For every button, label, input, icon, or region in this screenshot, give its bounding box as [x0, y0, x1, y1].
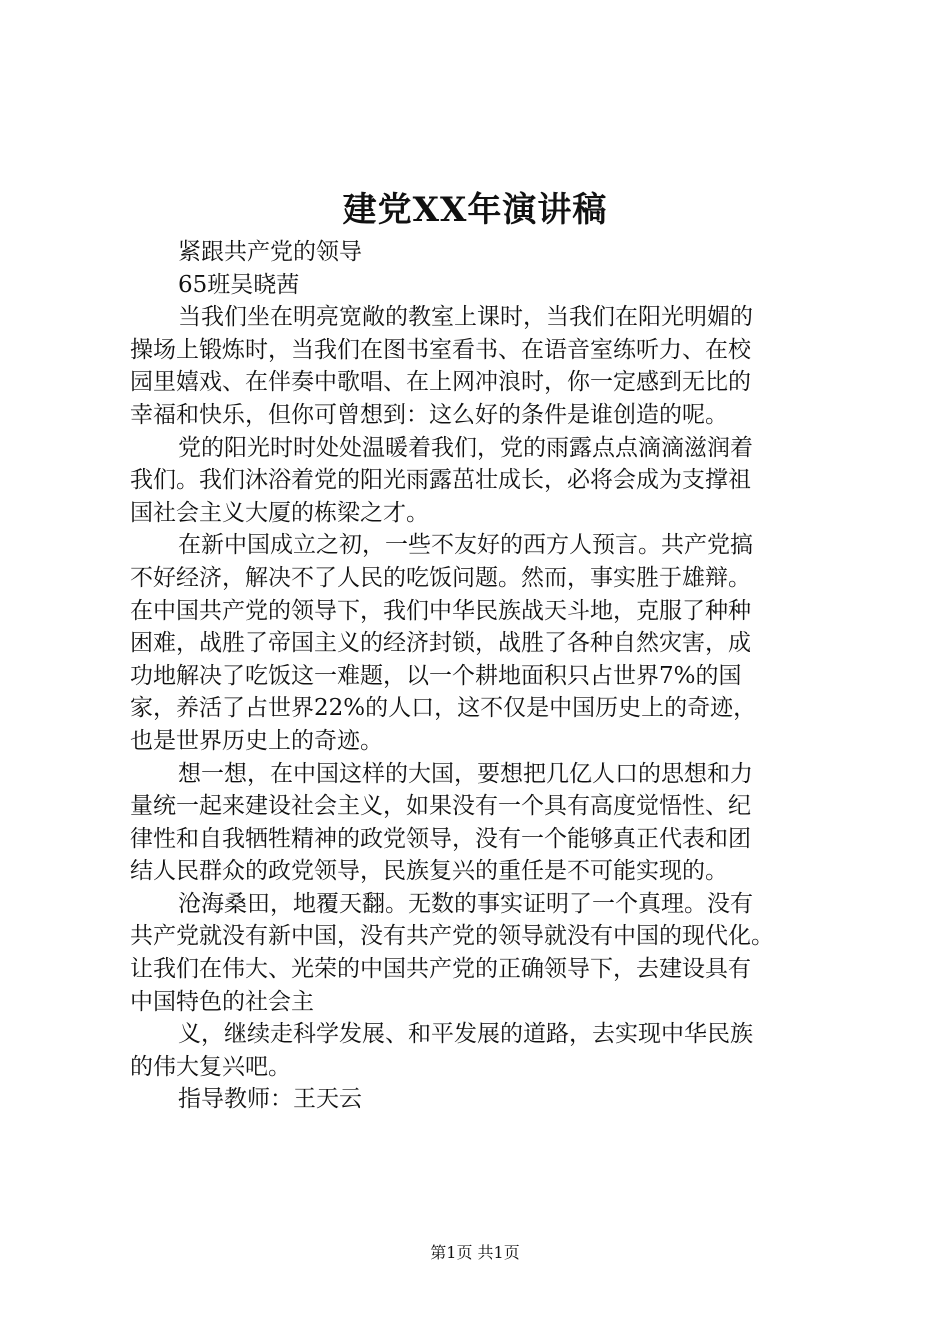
paragraph-6-line-1: 义，继续走科学发展、和平发展的道路，去实现中华民族	[178, 1021, 753, 1048]
paragraph-4-line-4: 结人民群众的政党领导，民族复兴的重任是不可能实现的。	[130, 858, 728, 885]
paragraph-3-line-2: 不好经济，解决不了人民的吃饭问题。然而，事实胜于雄辩。	[130, 564, 751, 591]
paragraph-4-line-3: 律性和自我牺牲精神的政党领导，没有一个能够真正代表和团	[130, 825, 751, 852]
paragraph-3-line-7: 也是世界历史上的奇迹。	[130, 727, 383, 754]
paragraph-6-line-2: 的伟大复兴吧。	[130, 1053, 291, 1080]
paragraph-3-line-4: 困难，战胜了帝国主义的经济封锁，战胜了各种自然灾害，成	[130, 630, 751, 657]
paragraph-5-line-1: 沧海桑田，地覆天翻。无数的事实证明了一个真理。没有	[178, 890, 753, 917]
paragraph-3-line-3: 在中国共产党的领导下，我们中华民族战天斗地，克服了种种	[130, 597, 751, 624]
document-title: 建党XX年演讲稿	[342, 190, 608, 230]
paragraph-2-line-2: 我们。我们沐浴着党的阳光雨露茁壮成长，必将会成为支撑祖	[130, 467, 751, 494]
paragraph-1-line-2: 操场上锻炼时，当我们在图书室看书、在语音室练听力、在校	[130, 336, 751, 363]
paragraph-2-line-3: 国社会主义大厦的栋梁之才。	[130, 499, 429, 526]
paragraph-5-line-4: 中国特色的社会主	[130, 988, 314, 1015]
paragraph-3-line-6: 家，养活了占世界22%的人口，这不仅是中国历史上的奇迹，	[130, 695, 757, 722]
subtitle-line: 紧跟共产党的领导	[178, 239, 362, 265]
page-number-footer: 第1页 共1页	[430, 1243, 520, 1262]
document-body	[130, 236, 835, 1116]
paragraph-3-line-5: 功地解决了吃饭这一难题，以一个耕地面积只占世界7%的国	[130, 662, 742, 689]
paragraph-1-line-1: 当我们坐在明亮宽敞的教室上课时，当我们在阳光明媚的	[178, 304, 753, 331]
paragraph-1-line-3: 园里嬉戏、在伴奏中歌唱、在上网冲浪时，你一定感到无比的	[130, 369, 751, 396]
paragraph-5-line-2: 共产党就没有新中国，没有共产党的领导就没有中国的现代化。	[130, 923, 774, 950]
paragraph-5-line-3: 让我们在伟大、光荣的中国共产党的正确领导下，去建设具有	[130, 956, 751, 983]
author-line: 65班吴晓茜	[178, 271, 300, 298]
advisor-line: 指导教师：王天云	[178, 1086, 362, 1113]
paragraph-1-line-4: 幸福和快乐，但你可曾想到：这么好的条件是谁创造的呢。	[130, 401, 728, 428]
paragraph-4-line-2: 量统一起来建设社会主义，如果没有一个具有高度觉悟性、纪	[130, 793, 751, 820]
paragraph-2-line-1: 党的阳光时时处处温暖着我们，党的雨露点点滴滴滋润着	[178, 434, 753, 461]
paragraph-4-line-1: 想一想，在中国这样的大国，要想把几亿人口的思想和力	[178, 760, 753, 787]
paragraph-3-line-1: 在新中国成立之初，一些不友好的西方人预言。共产党搞	[178, 532, 753, 559]
